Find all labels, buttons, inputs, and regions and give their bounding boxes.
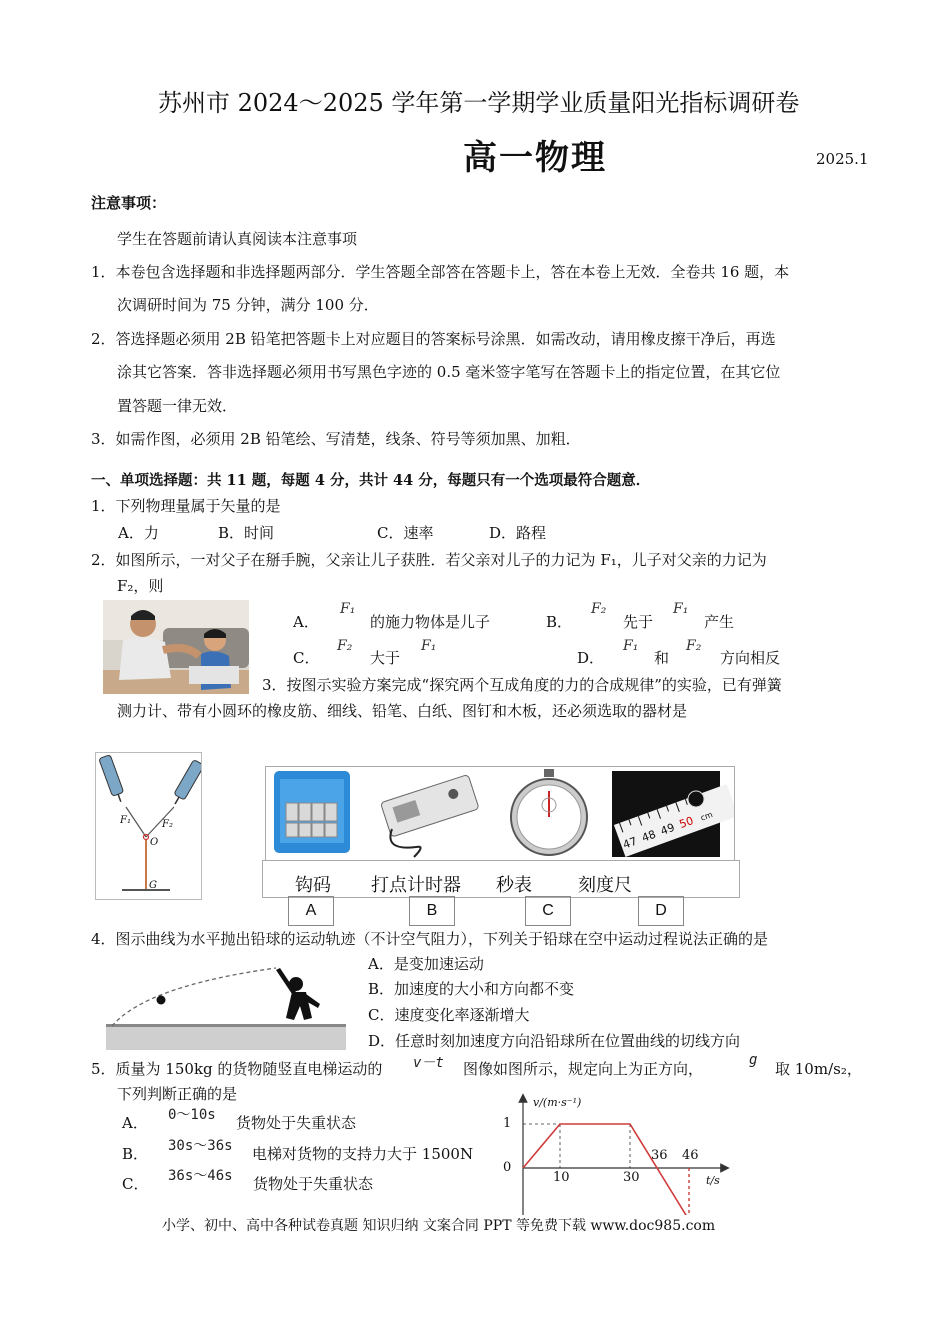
- q2-option-c-label: C．: [293, 649, 320, 667]
- q5-stem-end: 取 10m/s₂，: [775, 1060, 862, 1078]
- q5-stem-mid: 图像如图所示，规定向上为正方向，: [463, 1060, 704, 1078]
- point-label-o: O: [150, 837, 159, 848]
- vt-origin: 0: [503, 1160, 512, 1175]
- exam-date: 2025.1: [816, 150, 869, 168]
- notice-intro: 学生在答题前请认真阅读本注意事项: [117, 230, 358, 248]
- q4-stem: 4．图示曲线为水平抛出铅球的运动轨迹（不计空气阻力），下列关于铅球在空中运动过程说法正确的是: [91, 930, 769, 948]
- q3-stem-cont: 测力计、带有小圆环的橡皮筋、细线、铅笔、白纸、图钉和木板，还必须选取的器材是: [117, 702, 688, 720]
- q2-option-c-var1: F₂: [337, 638, 353, 654]
- notice-heading: 注意事项：: [91, 194, 167, 212]
- force-label-f1: F₁: [120, 815, 131, 826]
- q4-option-d: D．任意时刻加速度方向沿铅球所在位置曲线的切线方向: [368, 1032, 741, 1050]
- q1-option-d: D．路程: [489, 524, 547, 542]
- ruler-number-47: 47: [621, 834, 639, 852]
- vt-x-label: t/s: [706, 1174, 720, 1187]
- q5-option-c-range: 36s～46s: [168, 1168, 233, 1184]
- q5-option-c-text: 货物处于失重状态: [253, 1175, 374, 1193]
- q2-option-a-label: A．: [293, 613, 319, 631]
- notice-item-2-cont: 涂其它答案．答非选择题必须用书写黑色字迹的 0.5 毫米签字笔写在答题卡上的指定位置，在其它位: [117, 363, 781, 381]
- q2-option-b-label: B．: [546, 613, 573, 631]
- point-label-g: G: [149, 880, 157, 891]
- page-footer: 小学、初中、高中各种试卷真题 知识归纳 文案合同 PPT 等免费下载 www.doc985.com: [160, 1215, 717, 1235]
- instrument-letter-a: A: [288, 896, 334, 926]
- notice-item-2: 2．答选择题必须用 2B 铅笔把答题卡上对应题目的答案标号涂黑．如需改动，请用橡皮擦干净后，再选: [91, 330, 776, 348]
- q2-option-d-label: D．: [577, 649, 605, 667]
- vt-y-label: v/(m·s⁻¹): [533, 1096, 582, 1109]
- instrument-ruler: 刻度尺: [578, 875, 632, 896]
- vt-x-tick-36: 36: [651, 1148, 668, 1163]
- vt-graph: [495, 1092, 735, 1228]
- notice-item-2-cont2: 置答题一律无效．: [117, 397, 238, 415]
- q2-stem: 2．如图所示，一对父子在掰手腕，父亲让儿子获胜．若父亲对儿子的力记为 F₁，儿子对父亲的力记为: [91, 551, 767, 569]
- q2-option-d-mid: 和: [654, 649, 670, 667]
- ruler-number-50: 50: [677, 814, 696, 832]
- vt-x-tick-46: 46: [682, 1148, 699, 1163]
- q5-option-a-range: 0～10s: [168, 1107, 216, 1123]
- force-diagram: [95, 752, 202, 900]
- ruler-number-48: 48: [640, 827, 658, 845]
- q2-option-b-text: 产生: [704, 613, 735, 631]
- instrument-stopwatch: 秒表: [496, 875, 532, 896]
- q1-option-c: C．速率: [377, 524, 434, 542]
- q2-option-a-text: 的施力物体是儿子: [370, 613, 491, 631]
- q5-stem: 5．质量为 150kg 的货物随竖直电梯运动的: [91, 1060, 383, 1078]
- q4-option-c: C．速度变化率逐渐增大: [368, 1006, 530, 1024]
- q2-option-d-var1: F₁: [623, 638, 639, 654]
- vt-curve: [523, 1124, 689, 1220]
- vt-y-tick-1: 1: [503, 1116, 512, 1131]
- q2-option-c-var2: F₁: [421, 638, 437, 654]
- notice-item-3: 3．如需作图，必须用 2B 铅笔绘、写清楚，线条、符号等须加黑、加粗．: [91, 430, 581, 448]
- instrument-letter-c: C: [525, 896, 571, 926]
- instrument-dot-timer: 打点计时器: [371, 875, 461, 896]
- q5-option-a-label: A．: [122, 1114, 148, 1132]
- q2-option-d-var2: F₂: [686, 638, 702, 654]
- q5-option-a-text: 货物处于失重状态: [236, 1114, 357, 1132]
- q1-stem: 1．下列物理量属于矢量的是: [91, 497, 281, 515]
- q2-option-b-var1: F₂: [591, 601, 607, 617]
- q3-stem: 3．按图示实验方案完成“探究两个互成角度的力的合成规律”的实验，已有弹簧: [262, 676, 782, 694]
- notice-item-1: 1．本卷包含选择题和非选择题两部分．学生答题全部答在答题卡上，答在本卷上无效．全卷共 16 题，本: [91, 263, 790, 281]
- vt-x-tick-10: 10: [553, 1170, 570, 1185]
- q2-stem-cont: F₂，则: [117, 577, 164, 595]
- force-label-f2: F₂: [162, 819, 173, 830]
- section-heading: 一、单项选择题：共 11 题，每题 4 分，共计 44 分，每题只有一个选项最符合题意．: [91, 472, 651, 489]
- q1-option-a: A．力: [118, 524, 159, 542]
- vt-x-tick-30: 30: [623, 1170, 640, 1185]
- q5-stem-cont: 下列判断正确的是: [117, 1085, 238, 1103]
- q5-option-b-text: 电梯对货物的支持力大于 1500N: [252, 1145, 474, 1163]
- q5-option-c-label: C．: [122, 1175, 149, 1193]
- shot-put-trajectory-image: [106, 962, 346, 1050]
- notice-item-1-cont: 次调研时间为 75 分钟，满分 100 分．: [117, 296, 379, 314]
- q2-option-b-mid: 先于: [623, 613, 654, 631]
- instrument-hook-weights: 钩码: [295, 875, 331, 896]
- instruments-photo: [265, 766, 735, 864]
- q2-option-a-var: F₁: [340, 601, 356, 617]
- instrument-letter-b: B: [409, 896, 455, 926]
- q5-option-b-range: 30s～36s: [168, 1138, 233, 1154]
- q4-option-a: A．是变加速运动: [368, 955, 484, 973]
- q5-g-symbol: g: [749, 1052, 758, 1068]
- instrument-letter-d: D: [638, 896, 684, 926]
- ruler-unit: cm: [699, 809, 714, 823]
- q1-option-b: B．时间: [218, 524, 275, 542]
- arm-wrestling-photo: [103, 600, 249, 694]
- ruler-number-49: 49: [658, 820, 677, 838]
- q5-vt-symbol: v－t: [413, 1055, 444, 1071]
- subject-title: 高一物理: [463, 138, 607, 178]
- q5-option-b-label: B．: [122, 1145, 149, 1163]
- exam-title: 苏州市 2024～2025 学年第一学期学业质量阳光指标调研卷: [158, 89, 800, 117]
- q2-option-b-var2: F₁: [673, 601, 689, 617]
- q2-option-d-text: 方向相反: [720, 649, 781, 667]
- q4-option-b: B．加速度的大小和方向都不变: [368, 980, 575, 998]
- q2-option-c-mid: 大于: [370, 649, 401, 667]
